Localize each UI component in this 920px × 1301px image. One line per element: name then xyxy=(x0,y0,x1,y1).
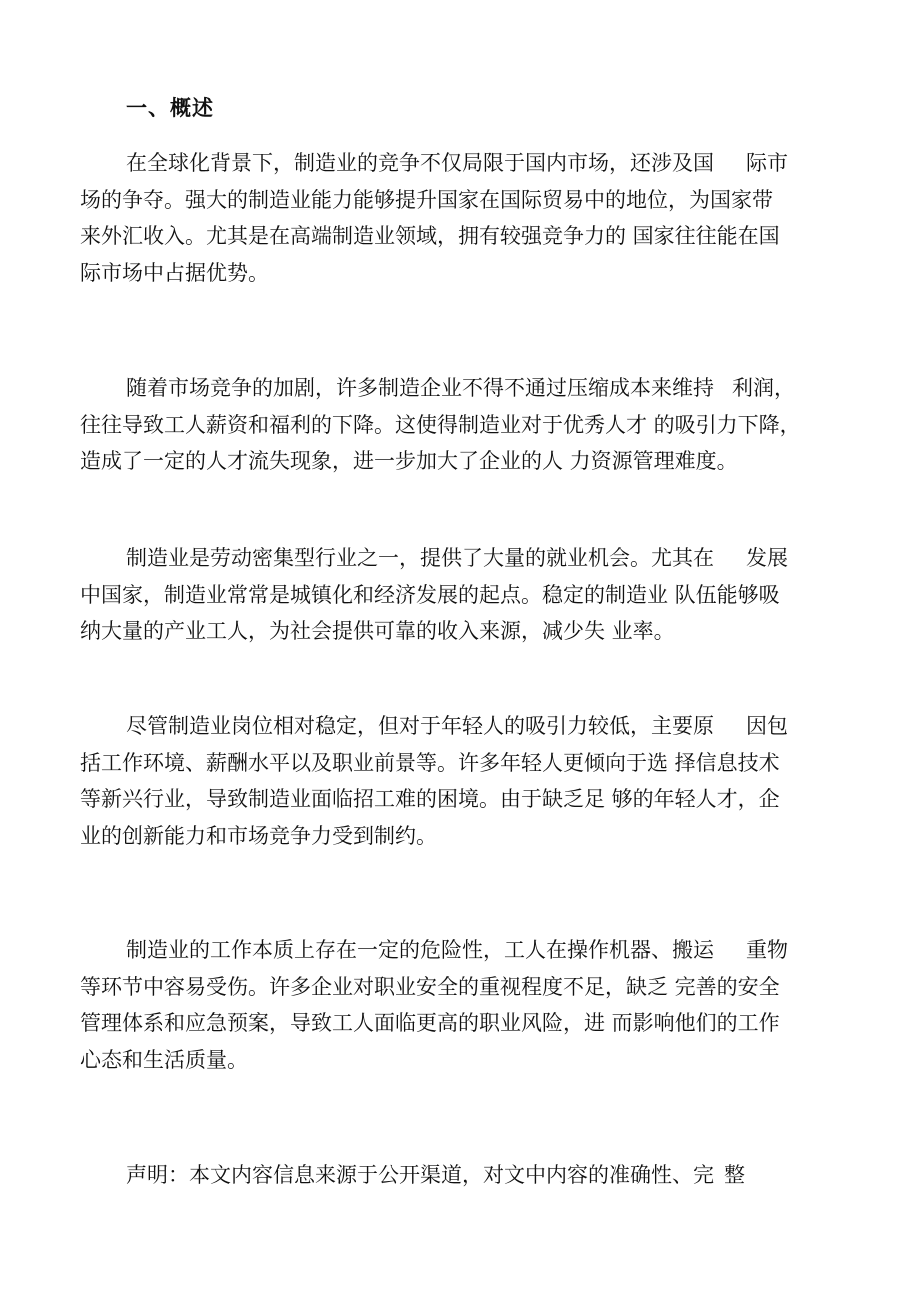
text-line: 管理体系和应急预案，导致工人面临更高的职业风险，进 而影响他们的工作 xyxy=(80,1011,780,1035)
section-heading: 一、概述 xyxy=(126,96,214,120)
text-line: 等新兴行业，导致制造业面临招工难的困境。由于缺乏足 够的年轻人才，企 xyxy=(80,787,780,811)
text-line: 场的争夺。强大的制造业能力能够提升国家在国际贸易中的地位，为国家带 xyxy=(80,187,773,212)
text-line: 际市场中占据优势。 xyxy=(80,260,269,285)
text-line: 心态和生活质量。 xyxy=(80,1047,248,1072)
text-line: 业的创新能力和市场竞争力受到制约。 xyxy=(80,823,437,848)
paragraph-globalization xyxy=(80,145,840,291)
text-line: 随着市场竞争的加剧，许多制造企业不得不通过压缩成本来维持 利润， xyxy=(126,376,795,400)
text-line: 制造业的工作本质上存在一定的危险性，工人在操作机器、搬运 重物 xyxy=(126,938,788,962)
paragraph-competition xyxy=(80,370,840,480)
paragraph-disclaimer xyxy=(80,1157,840,1194)
text-line: 等环节中容易受伤。许多企业对职业安全的重视程度不足，缺乏 完善的安全 xyxy=(80,974,780,999)
text-line: 来外汇收入。尤其是在高端制造业领域，拥有较强竞争力的 国家往往能在国 xyxy=(80,224,780,248)
text-line: 尽管制造业岗位相对稳定，但对于年轻人的吸引力较低，主要原 因包 xyxy=(126,714,788,738)
text-line: 括工作环境、薪酬水平以及职业前景等。许多年轻人更倾向于选 择信息技术 xyxy=(80,750,780,775)
text-line: 往往导致工人薪资和福利的下降。这使得制造业对于优秀人才 的吸引力下降， xyxy=(80,412,801,437)
text-line: 造成了一定的人才流失现象，进一步加大了企业的人 力资源管理难度。 xyxy=(80,449,738,473)
text-line: 纳大量的产业工人，为社会提供可靠的收入来源，减少失 业率。 xyxy=(80,619,675,643)
text-line: 制造业是劳动密集型行业之一，提供了大量的就业机会。尤其在 发展 xyxy=(126,546,788,570)
text-line: 声明：本文内容信息来源于公开渠道，对文中内容的准确性、完 整 xyxy=(126,1163,745,1187)
paragraph-youth-attraction xyxy=(80,708,840,854)
paragraph-employment xyxy=(80,540,840,650)
text-line: 在全球化背景下，制造业的竞争不仅局限于国内市场，还涉及国 际市 xyxy=(126,151,788,175)
paragraph-safety xyxy=(80,932,840,1078)
text-line: 中国家，制造业常常是城镇化和经济发展的起点。稳定的制造业 队伍能够吸 xyxy=(80,582,780,607)
